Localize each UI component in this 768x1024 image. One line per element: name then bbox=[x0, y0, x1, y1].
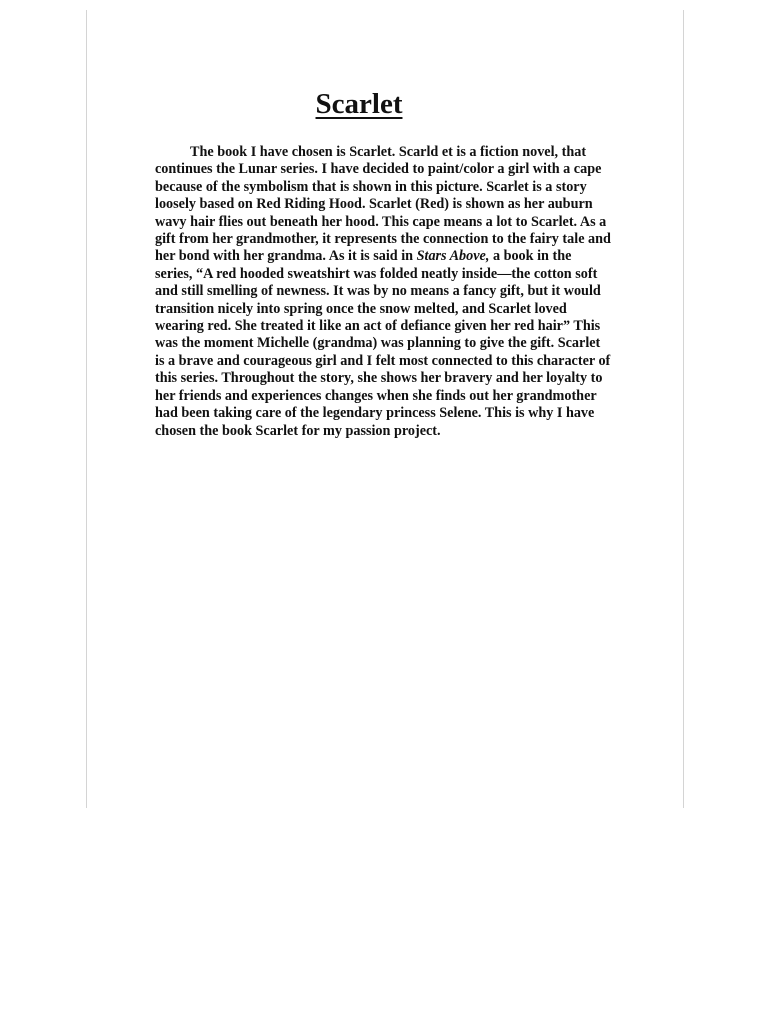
document-title: Scarlet bbox=[315, 88, 403, 120]
paragraph-text-part2: a book in the series, “A red hooded sweatshirt was folded neatly inside—the cotton soft and still smelling of newness. It was by no means a fancy gift, but it would transition nicely into spring once the snow melted, and Scarlet loved wearing red. She treated it like an act of defiance given her red hair” This was the moment Michelle (grandma) was planning to give the gift. Scarlet is a brave and courageous girl and I felt most connected to this character of this series. Throughout the story, she shows her bravery and her loyalty to her friends and experiences changes when she finds out her grandmother had been taking care of the legendary princess Selene. This is why I have chosen the book Scarlet for my passion project. bbox=[155, 248, 611, 439]
paragraph-text-part1: The book I have chosen is Scarlet. Scarld et is a fiction novel, that continues the Lunar series. I have decided to paint/color a girl with a cape because of the symbolism that is shown in this picture. Scarlet is a story loosely based on Red Riding Hood. Scarlet (Red) is shown as her auburn wavy hair flies out beneath her hood. This cape means a lot to Scarlet. As a gift from her grandmother, it represents the connection to the fairy tale and her bond with her grandma. As it is said in bbox=[155, 144, 611, 265]
book-title-stars-above: Stars Above, bbox=[416, 248, 490, 265]
body-paragraph bbox=[155, 144, 611, 440]
page-right-border bbox=[683, 10, 684, 808]
page-left-border bbox=[86, 10, 87, 808]
